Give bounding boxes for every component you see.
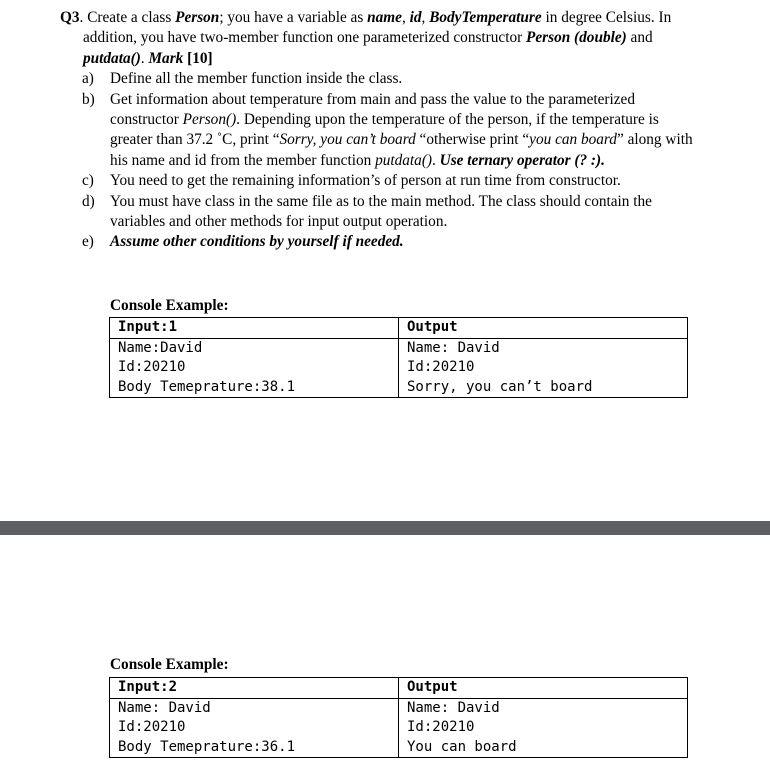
stem-text: ; you have a variable as [219,9,368,26]
table-row [110,378,688,398]
list-item-text: Get information about temperature from main and pass the value to the parameterized constructor [110,90,635,129]
input-cell: Id:20210 [110,718,399,738]
console-title: Console Example: [110,297,229,314]
question-stem [60,8,700,69]
list-marker: b) [82,90,95,108]
list-marker: e) [82,233,94,251]
input-cell: Name: David [110,698,399,718]
list-item-text: You need to get the remaining information’s of person at run time from constructor. [110,172,621,190]
page-divider [0,521,770,535]
console-table-2 [109,677,688,758]
console-table-1 [109,317,688,398]
putdata-name: putdata() [83,49,141,67]
list-marker: c) [82,172,94,190]
mark-value: [10] [183,49,213,67]
table-row [110,738,688,758]
table-row [110,678,688,699]
var-id: id [409,9,422,26]
console-title: Console Example: [110,656,229,673]
input-cell: Body Temeprature:38.1 [110,378,399,398]
stem-text: . [140,49,149,67]
can-board-message: you can board [529,131,617,149]
stem-text: in degree Celsius. In addition, you have two-member function one parameterized constructor [83,9,672,47]
sorry-message: Sorry, you can’t board [279,131,416,149]
output-header: Output [399,318,688,339]
input-cell: Name:David [110,338,399,358]
input-cell: Body Temeprature:36.1 [110,738,399,758]
list-item-text: Define all the member function inside the class. [110,70,403,88]
question-block [60,8,700,253]
list-item [60,192,700,233]
mark-label: Mark [148,49,184,67]
output-cell: Name: David [399,698,688,718]
table-row [110,698,688,718]
question-label: Q3 [60,9,80,26]
var-name: name [367,9,402,26]
output-cell: Id:20210 [399,358,688,378]
table-row [110,338,688,358]
list-item-text: You must have class in the same file as to the main method. The class should contain the variables and other methods for input output operation. [110,192,652,231]
class-name: Person [175,9,220,26]
putdata-ref: putdata() [375,151,433,169]
ctor-ref: Person() [182,111,237,129]
input-cell: Id:20210 [110,358,399,378]
output-cell: You can board [399,738,688,758]
output-cell: Id:20210 [399,718,688,738]
list-item-text: . Depending upon the temperature of the person, if the temperature is greater than 37.2 ˚C, print “ [110,111,659,149]
input-header: Input:1 [110,318,399,339]
output-cell: Name: David [399,338,688,358]
stem-text: . Create a class [79,9,176,26]
table-row [110,318,688,339]
list-item-text: ” along with his name and id from the member function [110,131,693,169]
list-item [60,232,700,252]
list-item-text: . [432,151,440,169]
requirement-list [60,69,700,253]
output-cell: Sorry, you can’t board [399,378,688,398]
output-header: Output [399,678,688,699]
stem-text: and [626,29,653,47]
table-row [110,358,688,378]
list-item [60,171,700,191]
table-row [110,718,688,738]
list-item-text: “otherwise print “ [415,131,530,149]
list-item [60,69,700,89]
list-item [60,90,700,172]
list-marker: d) [82,192,95,210]
list-item-text: Assume other conditions by yourself if needed. [110,233,404,251]
ctor-name: Person (double) [526,29,627,47]
list-marker: a) [82,70,94,88]
stem-text: , [421,9,430,26]
stem-text: , [401,9,410,26]
ternary-note: Use ternary operator (? :). [439,151,605,169]
var-temp: BodyTemperature [429,9,542,26]
input-header: Input:2 [110,678,399,699]
